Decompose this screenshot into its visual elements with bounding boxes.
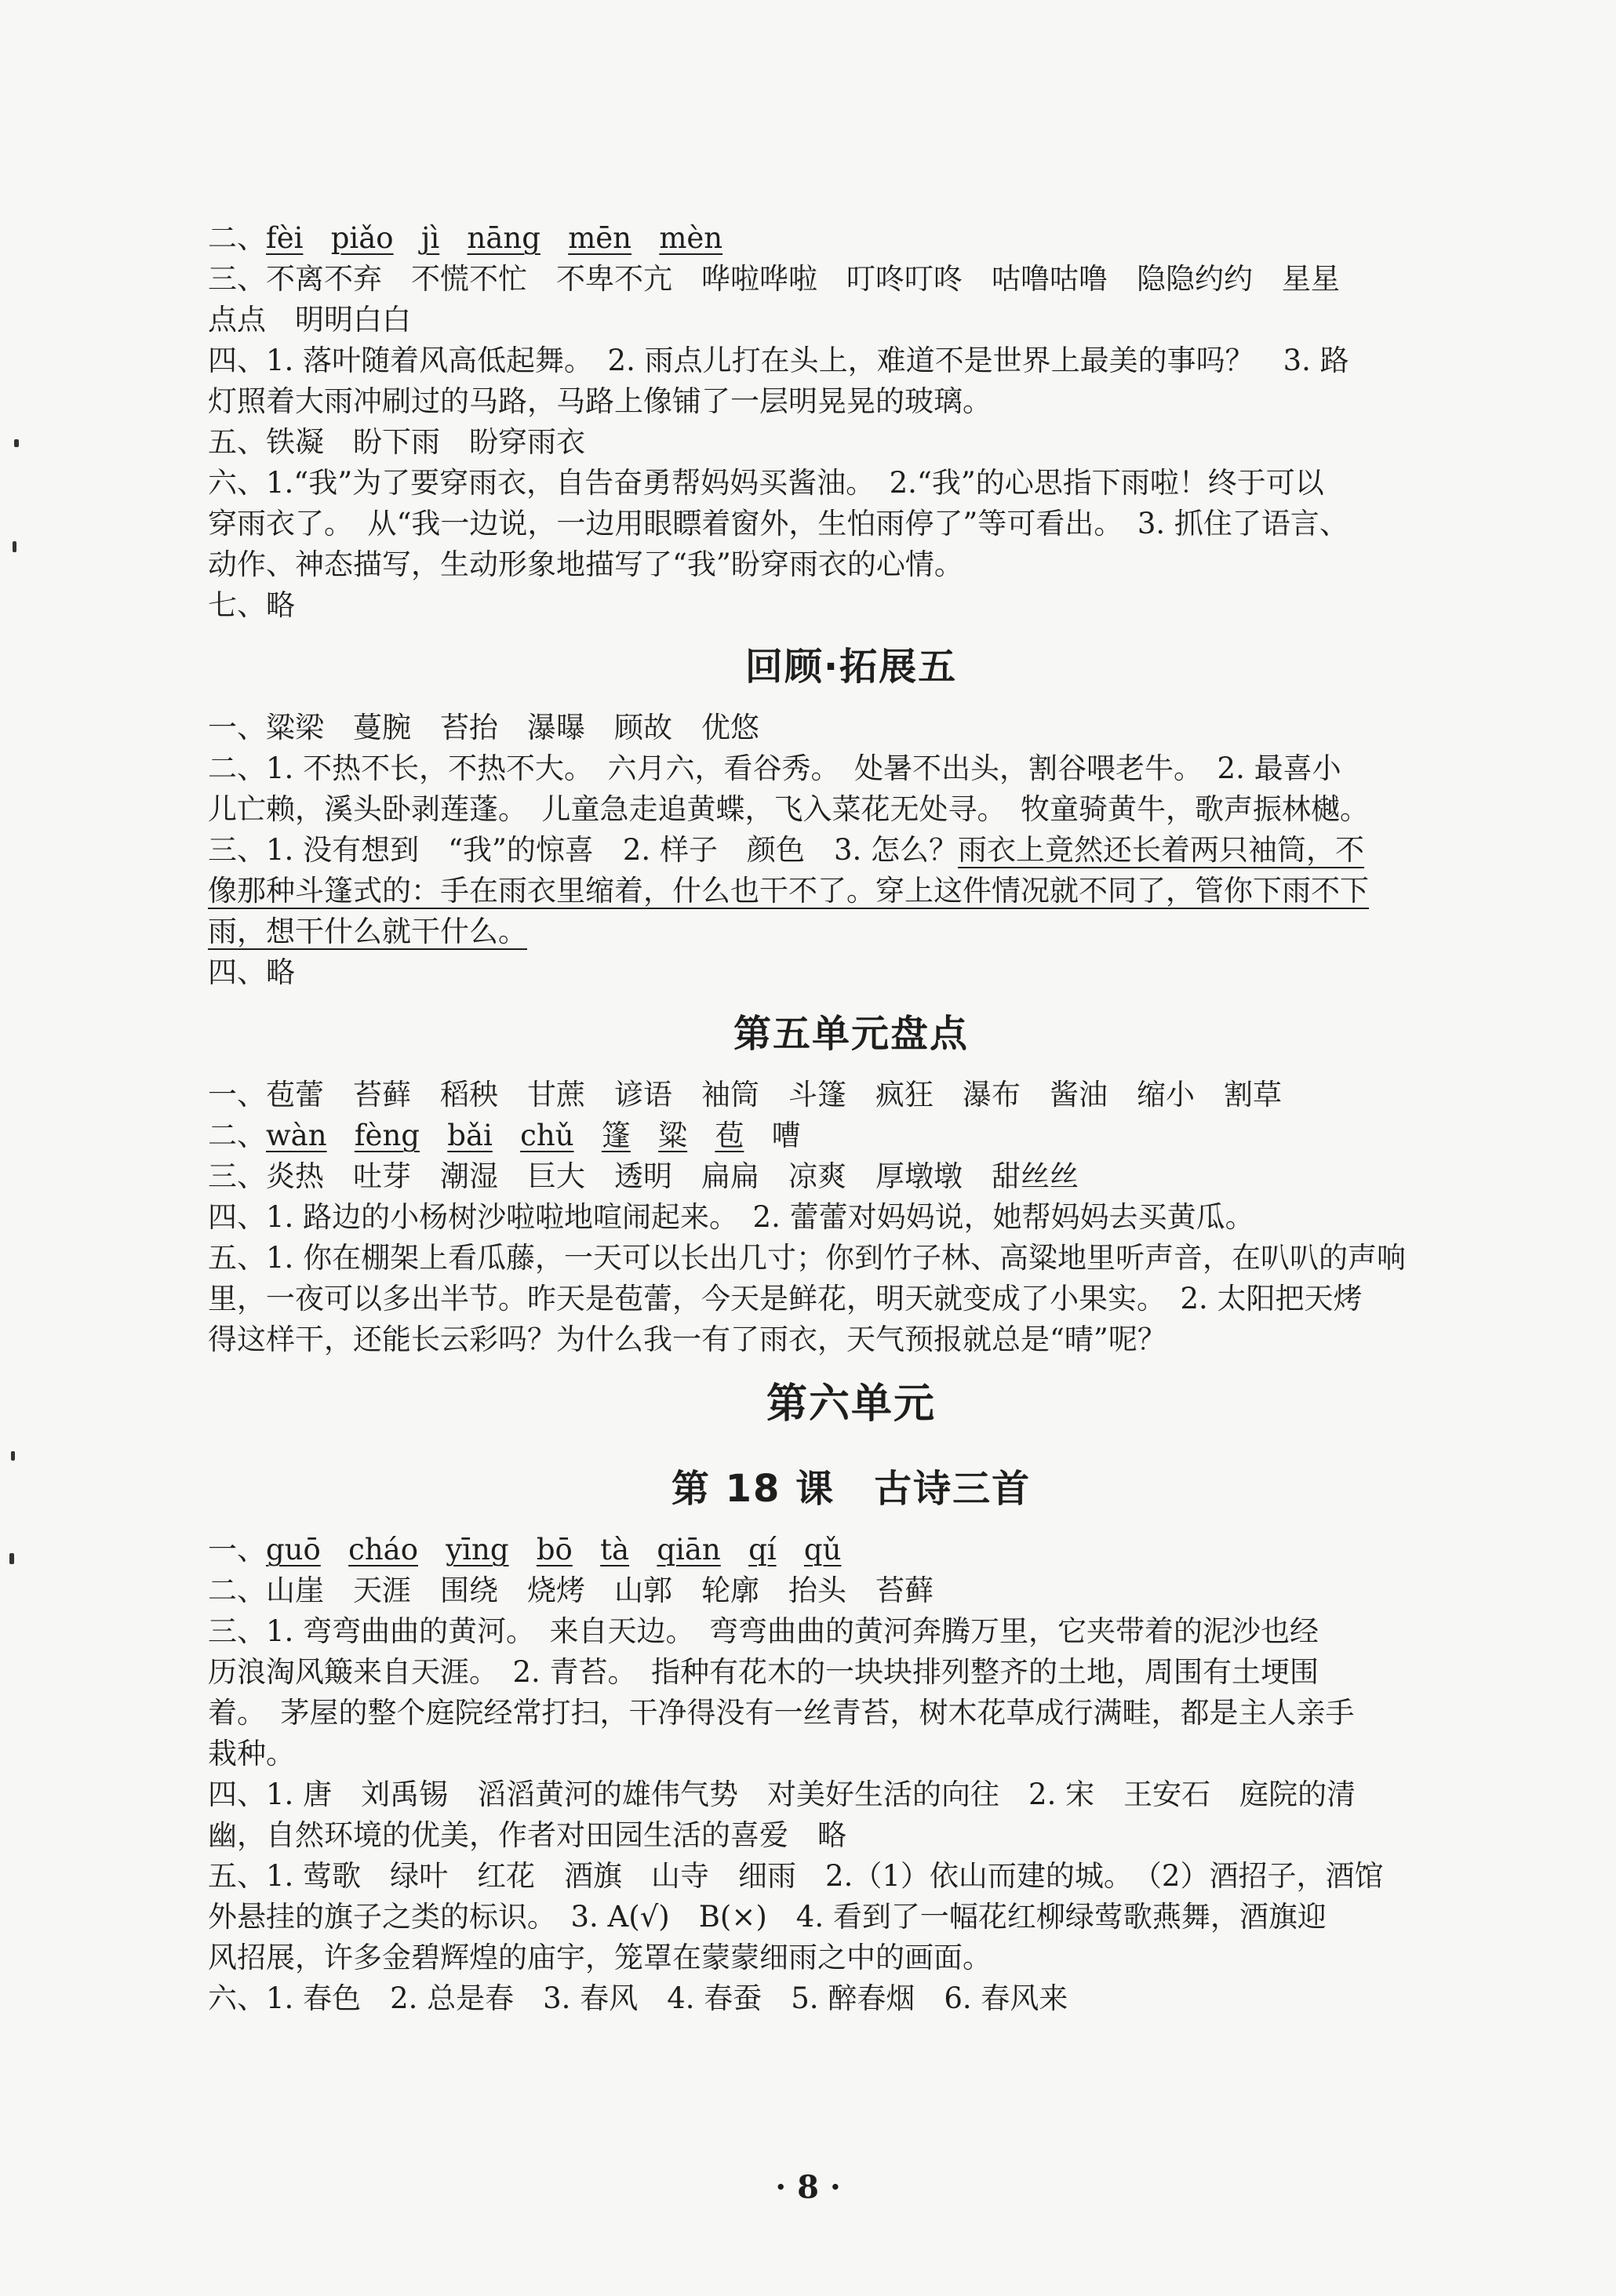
page-number: · 8 · bbox=[775, 2169, 841, 2206]
answer-line: 七、略 bbox=[208, 588, 295, 622]
binding-mark bbox=[13, 541, 16, 552]
answer-line: 五、1. 你在棚架上看瓜藤，一天可以长出几寸；你到竹子林、高粱地里听声音，在叭叭的声响 bbox=[208, 1241, 1407, 1275]
section-heading-unit6: 第六单元 bbox=[766, 1381, 936, 1428]
underlined-answer: 像那种斗篷式的：手在雨衣里缩着，什么也干不了。穿上这件情况就不同了，管你下雨不下 bbox=[208, 874, 1369, 908]
answer-line: 儿亡赖，溪头卧剥莲蓬。 儿童急走追黄蝶，飞入菜花无处寻。 牧童骑黄牛，歌声振林樾。 bbox=[208, 792, 1369, 826]
answer-line: 二、山崖 天涯 围绕 烧烤 山郭 轮廓 抬头 苔藓 bbox=[208, 1574, 934, 1607]
binding-mark bbox=[11, 1451, 15, 1461]
answer-line: 历浪淘风簸来自天涯。 2. 青苔。 指种有花木的一块块排列整齐的土地，周围有土埂围 bbox=[208, 1655, 1319, 1689]
answer-line: 二、1. 不热不长，不热不大。 六月六，看谷秀。 处暑不出头，割谷喂老牛。 2. 最喜小 bbox=[208, 751, 1341, 785]
answer-line: 动作、神态描写，生动形象地描写了“我”盼穿雨衣的心情。 bbox=[208, 548, 963, 581]
binding-mark bbox=[9, 1553, 14, 1564]
answer-line: 风招展，许多金碧辉煌的庙宇，笼罩在蒙蒙细雨之中的画面。 bbox=[208, 1941, 992, 1974]
answer-line: 幽，自然环境的优美，作者对田园生活的喜爱 略 bbox=[208, 1818, 846, 1852]
lesson-heading: 第 18 课 古诗三首 bbox=[671, 1467, 1032, 1511]
answer-line bbox=[208, 871, 1494, 911]
binding-mark bbox=[14, 439, 19, 447]
answer-line: 着。 茅屋的整个庭院经常打扫，干净得没有一丝青苔，树木花草成行满畦，都是主人亲手 bbox=[208, 1696, 1355, 1730]
page-content bbox=[208, 218, 1494, 2019]
answer-line: 六、1. 春色 2. 总是春 3. 春风 4. 春蚕 5. 醉春烟 6. 春风来 bbox=[208, 1981, 1068, 2015]
section-heading-review: 回顾·拓展五 bbox=[744, 645, 958, 689]
answer-line: 四、略 bbox=[208, 955, 295, 989]
answer-line-pinyin: 一、guō cháo yīng bō tà qiān qí qǔ bbox=[208, 1533, 842, 1566]
answer-line-pinyin: 二、wàn fèng bǎi chǔ 篷 粱 苞 嘈 bbox=[208, 1119, 801, 1152]
answer-line: 里，一夜可以多出半节。昨天是苞蕾，今天是鲜花，明天就变成了小果实。 2. 太阳把天烤 bbox=[208, 1282, 1363, 1315]
answer-line: 五、铁凝 盼下雨 盼穿雨衣 bbox=[208, 425, 585, 459]
answer-line-pinyin: 二、fèi piǎo jì nāng mēn mèn bbox=[208, 221, 723, 255]
section-heading-unit5: 第五单元盘点 bbox=[733, 1012, 969, 1056]
answer-line: 点点 明明白白 bbox=[208, 303, 411, 337]
answer-line: 外悬挂的旗子之类的标识。 3. A(√) B(×) 4. 看到了一幅花红柳绿莺歌燕舞，酒旗迎 bbox=[208, 1900, 1327, 1934]
answer-line: 四、1. 唐 刘禹锡 滔滔黄河的雄伟气势 对美好生活的向往 2. 宋 王安石 庭院的清 bbox=[208, 1777, 1356, 1811]
answer-line: 四、1. 路边的小杨树沙啦啦地喧闹起来。 2. 蕾蕾对妈妈说，她帮妈妈去买黄瓜。 bbox=[208, 1200, 1254, 1234]
answer-line: 穿雨衣了。 从“我一边说，一边用眼瞟着窗外，生怕雨停了”等可看出。 3. 抓住了语言、 bbox=[208, 507, 1348, 540]
answer-line: 四、1. 落叶随着风高低起舞。 2. 雨点儿打在头上，难道不是世界上最美的事吗？ 3. 路 bbox=[208, 344, 1349, 377]
answer-line: 三、1. 没有想到 “我”的惊喜 2. 样子 颜色 3. 怎么？雨衣上竟然还长着两只袖筒，不 bbox=[208, 833, 1365, 867]
underlined-answer: 雨衣上竟然还长着两只袖筒，不 bbox=[958, 833, 1365, 867]
answer-line bbox=[208, 911, 1494, 952]
answer-line: 栽种。 bbox=[208, 1737, 295, 1770]
answer-line: 一、粱梁 蔓腕 苔抬 瀑曝 顾故 优悠 bbox=[208, 711, 759, 744]
answer-line: 一、苞蕾 苔藓 稻秧 甘蔗 谚语 袖筒 斗篷 疯狂 瀑布 酱油 缩小 割草 bbox=[208, 1078, 1282, 1112]
answer-line: 灯照着大雨冲刷过的马路，马路上像铺了一层明晃晃的玻璃。 bbox=[208, 384, 992, 418]
answer-line: 五、1. 莺歌 绿叶 红花 酒旗 山寺 细雨 2.（1）依山而建的城。 （2）酒招子，酒馆 bbox=[208, 1859, 1384, 1893]
answer-line: 三、炎热 吐芽 潮湿 巨大 透明 扁扁 凉爽 厚墩墩 甜丝丝 bbox=[208, 1159, 1079, 1193]
answer-line: 三、1. 弯弯曲曲的黄河。 来自天边。 弯弯曲曲的黄河奔腾万里，它夹带着的泥沙也经 bbox=[208, 1614, 1319, 1648]
answer-line: 六、1.“我”为了要穿雨衣，自告奋勇帮妈妈买酱油。 2.“我”的心思指下雨啦！终于可以 bbox=[208, 466, 1324, 500]
underlined-answer: 雨，想干什么就干什么。 bbox=[208, 915, 527, 948]
answer-line: 得这样干，还能长云彩吗？为什么我一有了雨衣，天气预报就总是“晴”呢？ bbox=[208, 1323, 1167, 1356]
answer-line: 三、不离不弃 不慌不忙 不卑不亢 哗啦哗啦 叮咚叮咚 咕噜咕噜 隐隐约约 星星 bbox=[208, 262, 1340, 296]
